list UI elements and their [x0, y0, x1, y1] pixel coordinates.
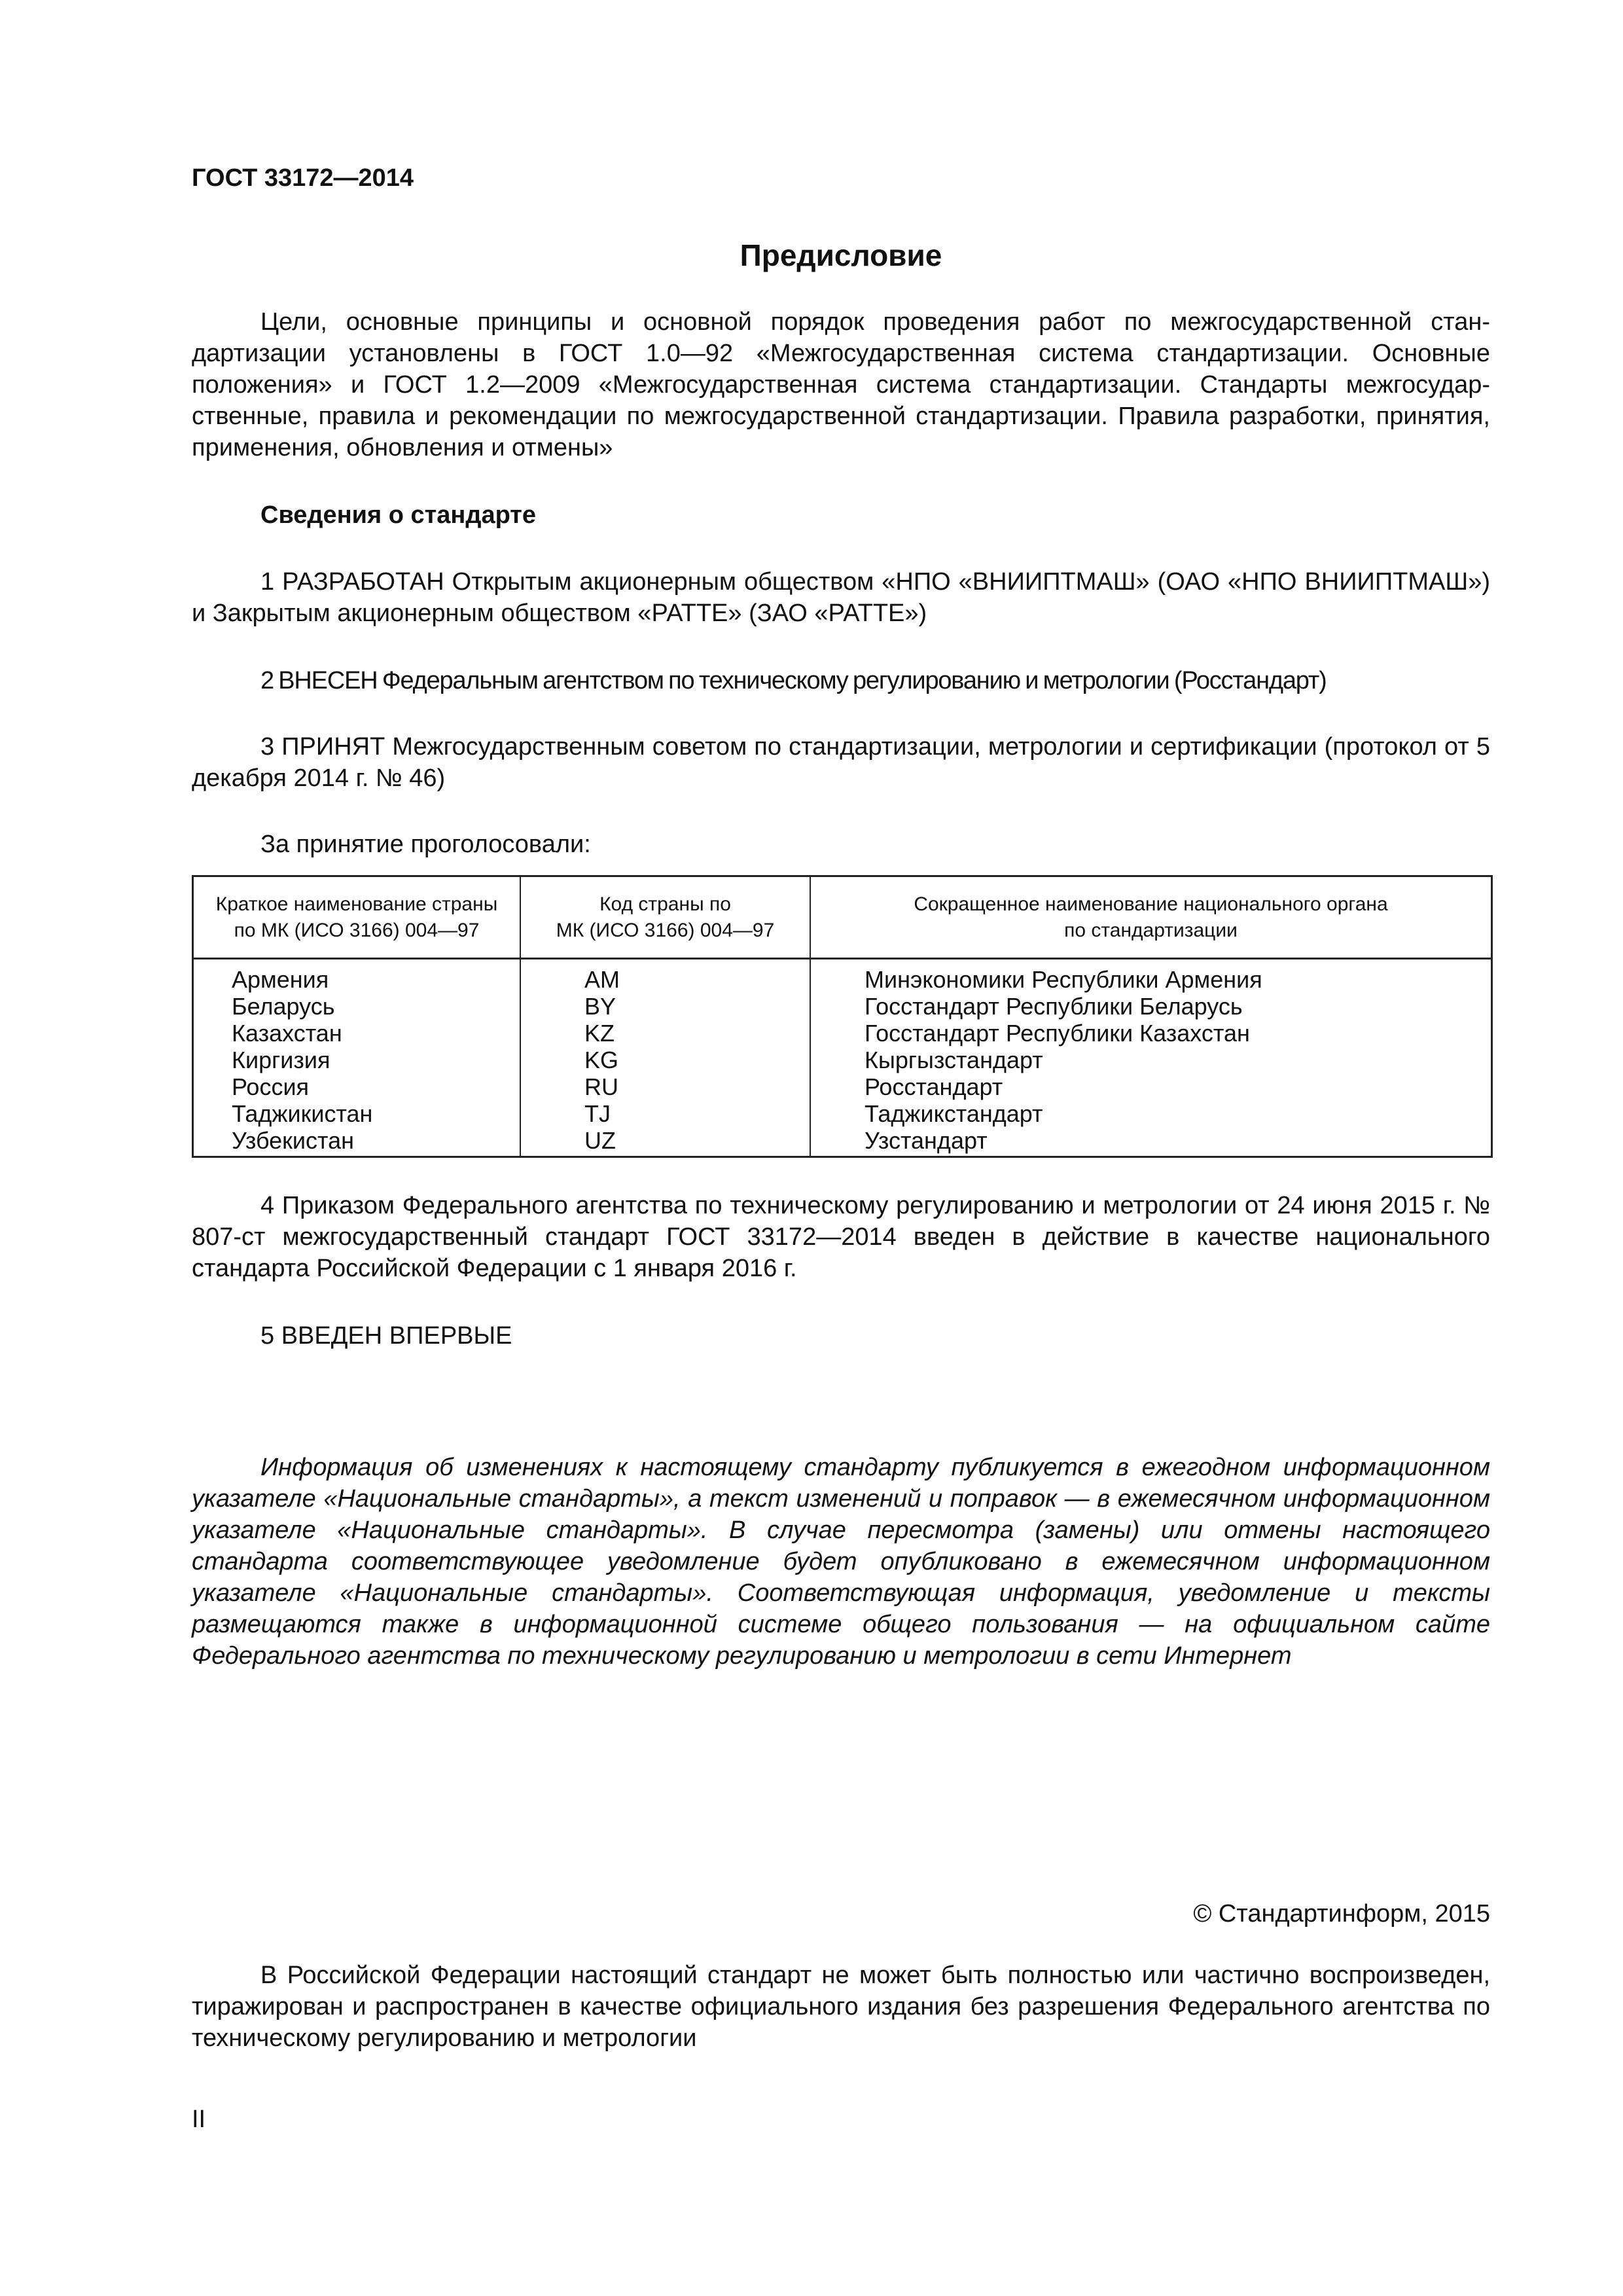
table-cell-code: RU	[584, 1073, 618, 1100]
table-cell-body: Минэкономики Республики Армения	[865, 966, 1262, 993]
item-1-text: 1 РАЗРАБОТАН Открытым акционерным обществом «НПО «ВНИИПТМАШ» (ОАО «НПО ВНИИПТМАШ») и Закрытым акционерным обществом «РАТТЕ» (ЗАО «РАТТЕ»)	[192, 568, 1490, 627]
table-cell-body: Узстандарт	[865, 1127, 988, 1154]
changes-notice	[192, 1452, 1490, 1672]
header-country	[194, 877, 521, 958]
table-body	[194, 960, 1491, 1156]
page-title: Предисловие	[740, 238, 942, 272]
table-cell-code: AM	[584, 966, 620, 993]
table-cell-code: KG	[584, 1047, 619, 1073]
info-heading-wrap	[192, 499, 1490, 531]
header-body-line-2: по стандартизации	[1064, 919, 1238, 941]
table-cell-code: UZ	[584, 1127, 616, 1154]
info-heading: Сведения о стандарте	[260, 501, 537, 529]
intro-section	[192, 306, 1490, 463]
vote-table	[192, 875, 1493, 1158]
table-cell-country: Казахстан	[232, 1020, 342, 1047]
table-cell-country: Узбекистан	[232, 1127, 355, 1154]
header-country-line-1: Краткое наименование страны	[215, 893, 498, 915]
table-cell-body: Кыргызстандарт	[865, 1047, 1043, 1073]
item-4-text: 4 Приказом Федерального агентства по техническому регулированию и метрологии от 24 июня 2015 г. № 807-ст межгосударственный стандарт ГОСТ 33172—2014 введен в действие в качестве национального стандарта Российской Федерации с 1 января 2016 г.	[192, 1192, 1490, 1282]
item-2	[192, 665, 1490, 696]
table-cell-code: BY	[584, 993, 616, 1020]
changes-notice-text: Информация об изменениях к настоящему стандарту публикуется в ежегодном информационном указателе «Национальные стандарты», а текст изменений и поправок — в ежемесячном информационном указателе «Национальные стандарты». В случае пересмотра (замены) или отмены настоящего стандарта соответствующее уведомление будет опубликовано в ежемесячном информационном указателе «Национальные стандарты». Соответствующая информация, уведомление и тексты размещаются также в информационной системе общего пользования — на официальном сайте Федерального агентства по техническому регулированию и метрологии в сети Интернет	[192, 1454, 1490, 1670]
legal-notice-text: В Российской Федерации настоящий стандарт не может быть полностью или частично воспроизведен, тиражирован и распространен в качестве официального издания без разрешения Федерального агентства по техническому регулированию и метрологии	[192, 1962, 1490, 2052]
item-3-text: 3 ПРИНЯТ Межгосударственным советом по стандартизации, метрологии и сертификации (протокол от 5 декабря 2014 г. № 46)	[192, 733, 1490, 792]
header-code-line-2: МК (ИСО 3166) 004—97	[556, 919, 775, 941]
body-column	[811, 960, 1491, 1156]
item-2-text: 2 ВНЕСЕН Федеральным агентством по техническому регулированию и метрологии (Росстандарт)	[260, 667, 1327, 694]
header-body-line-1: Сокращенное наименование национального органа	[914, 893, 1388, 915]
standard-id: ГОСТ 33172—2014	[192, 164, 414, 192]
table-cell-country: Беларусь	[232, 993, 335, 1020]
item-5	[192, 1320, 1490, 1352]
copyright: © Стандартинформ, 2015	[1193, 1900, 1490, 1928]
item-5-text: 5 ВВЕДЕН ВПЕРВЫЕ	[260, 1322, 512, 1350]
table-cell-code: KZ	[584, 1020, 615, 1047]
header-country-line-2: по МК (ИСО 3166) 004—97	[234, 919, 480, 941]
legal-notice	[192, 1960, 1490, 2054]
code-column	[521, 960, 811, 1156]
voted-label: За принятие проголосовали:	[260, 831, 591, 858]
item-4	[192, 1190, 1490, 1284]
table-cell-country: Армения	[232, 966, 329, 993]
table-cell-country: Таджикистан	[232, 1100, 373, 1127]
table-cell-body: Росстандарт	[865, 1073, 1003, 1100]
table-cell-body: Госстандарт Республики Беларусь	[865, 993, 1243, 1020]
table-cell-body: Госстандарт Республики Казахстан	[865, 1020, 1250, 1047]
table-cell-country: Киргизия	[232, 1047, 330, 1073]
table-cell-code: TJ	[584, 1100, 611, 1127]
item-1	[192, 566, 1490, 629]
header-body	[811, 877, 1491, 958]
intro-paragraph: Цели, основные принципы и основной порядок проведения работ по межгосударственной стандартизации установлены в ГОСТ 1.0—92 «Межгосударственная система стандартизации. Основные положения» и ГОСТ 1.2—2009 «Межгосударственная система стандартизации. Стандарты межгосударственные, правила и рекомендации по межгосударственной стандартизации. Правила разработки, принятия, применения, обновления и отмены»	[192, 308, 1490, 461]
page-number: II	[192, 2106, 206, 2133]
item-3	[192, 731, 1490, 794]
table-cell-body: Таджикстандарт	[865, 1100, 1043, 1127]
header-code-line-1: Код страны по	[599, 893, 731, 915]
table-cell-country: Россия	[232, 1073, 310, 1100]
voted-label-wrap	[192, 829, 1490, 860]
country-column	[194, 960, 521, 1156]
header-code	[521, 877, 811, 958]
table-header	[194, 877, 1491, 960]
